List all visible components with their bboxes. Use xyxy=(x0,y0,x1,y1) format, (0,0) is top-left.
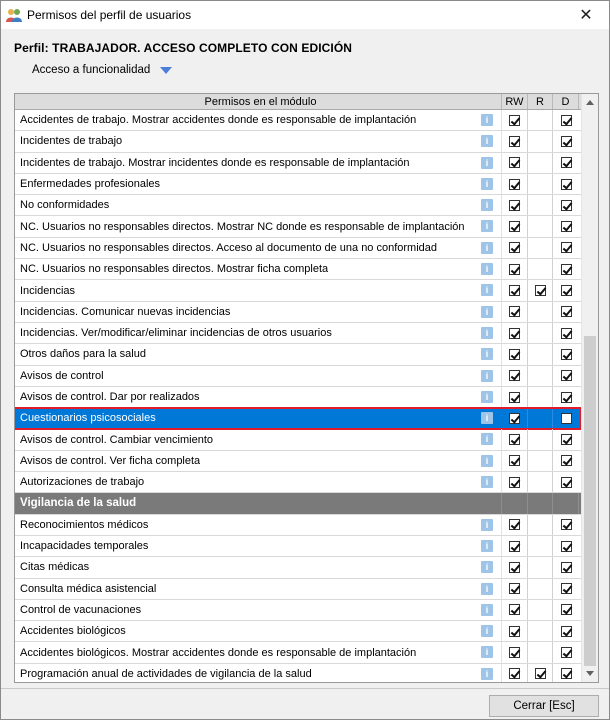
info-icon[interactable]: i xyxy=(481,263,493,275)
table-row[interactable] xyxy=(15,642,581,663)
d-checkbox[interactable] xyxy=(561,477,572,488)
rw-checkbox[interactable] xyxy=(509,242,520,253)
d-checkbox[interactable] xyxy=(561,306,572,317)
permission-name: Otros daños para la salud xyxy=(20,348,146,361)
d-checkbox[interactable] xyxy=(561,349,572,360)
info-icon[interactable]: i xyxy=(481,220,493,232)
info-icon[interactable]: i xyxy=(481,625,493,637)
dropdown-arrow-icon[interactable] xyxy=(160,67,172,74)
permission-name: Incidencias. Ver/modificar/eliminar incidencias de otros usuarios xyxy=(20,327,332,340)
info-icon[interactable]: i xyxy=(481,433,493,445)
d-checkbox[interactable] xyxy=(561,136,572,147)
rw-checkbox[interactable] xyxy=(509,583,520,594)
table-row[interactable] xyxy=(15,238,581,259)
rw-checkbox[interactable] xyxy=(509,306,520,317)
table-row[interactable] xyxy=(15,131,581,152)
rw-checkbox[interactable] xyxy=(509,392,520,403)
rw-checkbox[interactable] xyxy=(509,434,520,445)
permission-name: Consulta médica asistencial xyxy=(20,582,157,595)
d-checkbox[interactable] xyxy=(561,200,572,211)
permission-name: NC. Usuarios no responsables directos. Acceso al documento de una no conformidad xyxy=(20,241,438,254)
d-checkbox[interactable] xyxy=(561,583,572,594)
info-icon[interactable]: i xyxy=(481,284,493,296)
permission-name: No conformidades xyxy=(20,199,110,212)
d-checkbox[interactable] xyxy=(561,562,572,573)
table-row[interactable] xyxy=(15,110,581,131)
users-icon xyxy=(6,7,22,23)
d-checkbox[interactable] xyxy=(561,328,572,339)
permission-name: Incidencias xyxy=(20,284,76,297)
table-row[interactable] xyxy=(15,216,581,237)
info-icon[interactable]: i xyxy=(481,199,493,211)
table-row[interactable] xyxy=(15,344,581,365)
rw-checkbox[interactable] xyxy=(509,541,520,552)
table-row[interactable] xyxy=(15,664,581,683)
d-checkbox[interactable] xyxy=(561,434,572,445)
access-dropdown-label: Acceso a funcionalidad xyxy=(32,64,151,76)
access-dropdown[interactable] xyxy=(32,64,172,76)
section-header xyxy=(15,493,581,514)
table-row[interactable] xyxy=(15,153,581,174)
permission-name: Reconocimientos médicos xyxy=(20,518,149,531)
rw-checkbox[interactable] xyxy=(509,455,520,466)
d-checkbox[interactable] xyxy=(561,455,572,466)
table-row-selected[interactable] xyxy=(15,408,581,429)
table-row[interactable] xyxy=(15,600,581,621)
info-icon[interactable]: i xyxy=(481,348,493,360)
permission-name: Accidentes biológicos xyxy=(20,625,126,638)
permission-name: Autorizaciones de trabajo xyxy=(20,476,145,489)
permission-name: Accidentes de trabajo. Mostrar accidentes donde es responsable de implantación xyxy=(20,114,417,127)
table-row[interactable] xyxy=(15,557,581,578)
d-checkbox[interactable] xyxy=(561,221,572,232)
permission-name: Avisos de control. Ver ficha completa xyxy=(20,454,201,467)
table-row[interactable] xyxy=(15,280,581,301)
d-checkbox[interactable] xyxy=(561,604,572,615)
window-title: Permisos del perfil de usuarios xyxy=(27,8,192,22)
info-icon[interactable]: i xyxy=(481,412,493,424)
table-row[interactable] xyxy=(15,579,581,600)
permission-name: Programación anual de actividades de vigilancia de la salud xyxy=(20,667,312,680)
permission-name: Incidencias. Comunicar nuevas incidencias xyxy=(20,305,231,318)
rw-checkbox[interactable] xyxy=(509,328,520,339)
info-icon[interactable]: i xyxy=(481,583,493,595)
d-checkbox[interactable] xyxy=(561,626,572,637)
table-row[interactable] xyxy=(15,259,581,280)
info-icon[interactable]: i xyxy=(481,157,493,169)
info-icon[interactable]: i xyxy=(481,178,493,190)
d-checkbox[interactable] xyxy=(561,541,572,552)
rw-checkbox[interactable] xyxy=(509,221,520,232)
permission-name: Citas médicas xyxy=(20,561,90,574)
permission-name: Control de vacunaciones xyxy=(20,603,142,616)
rw-checkbox[interactable] xyxy=(509,413,520,424)
rw-checkbox[interactable] xyxy=(509,200,520,211)
info-icon[interactable]: i xyxy=(481,327,493,339)
info-icon[interactable]: i xyxy=(481,476,493,488)
info-icon[interactable]: i xyxy=(481,391,493,403)
info-icon[interactable]: i xyxy=(481,646,493,658)
close-button[interactable]: Cerrar [Esc] xyxy=(489,695,599,717)
table-row[interactable] xyxy=(15,195,581,216)
d-checkbox[interactable] xyxy=(561,647,572,658)
table-row[interactable] xyxy=(15,515,581,536)
table-row[interactable] xyxy=(15,536,581,557)
table-row[interactable] xyxy=(15,451,581,472)
info-icon[interactable]: i xyxy=(481,370,493,382)
rw-checkbox[interactable] xyxy=(509,604,520,615)
profile-title: Perfil: TRABAJADOR. ACCESO COMPLETO CON EDICIÓN xyxy=(14,41,353,55)
info-icon[interactable]: i xyxy=(481,455,493,467)
column-header-rw[interactable]: RW xyxy=(502,94,528,109)
permission-name: Accidentes biológicos. Mostrar accidentes donde es responsable de implantación xyxy=(20,646,417,659)
rw-checkbox[interactable] xyxy=(509,115,520,126)
table-row[interactable] xyxy=(15,174,581,195)
table-row[interactable] xyxy=(15,429,581,450)
scroll-up-icon[interactable] xyxy=(586,100,594,105)
rw-checkbox[interactable] xyxy=(509,264,520,275)
table-row[interactable] xyxy=(15,472,581,493)
info-icon[interactable]: i xyxy=(481,135,493,147)
rw-checkbox[interactable] xyxy=(509,562,520,573)
d-checkbox[interactable] xyxy=(561,264,572,275)
rw-checkbox[interactable] xyxy=(509,477,520,488)
info-icon[interactable]: i xyxy=(481,540,493,552)
rw-checkbox[interactable] xyxy=(509,519,520,530)
permission-name: NC. Usuarios no responsables directos. Mostrar NC donde es responsable de implantación xyxy=(20,220,465,233)
rw-checkbox[interactable] xyxy=(509,370,520,381)
table-row[interactable] xyxy=(15,323,581,344)
info-icon[interactable]: i xyxy=(481,306,493,318)
permission-name: NC. Usuarios no responsables directos. Mostrar ficha completa xyxy=(20,263,329,276)
d-checkbox[interactable] xyxy=(561,179,572,190)
r-checkbox[interactable] xyxy=(535,285,546,296)
permission-name: Incidentes de trabajo. Mostrar incidentes donde es responsable de implantación xyxy=(20,156,410,169)
permissions-grid xyxy=(14,93,599,683)
close-window-icon[interactable]: ✕ xyxy=(579,7,593,24)
rw-checkbox[interactable] xyxy=(509,626,520,637)
rw-checkbox[interactable] xyxy=(509,285,520,296)
d-checkbox[interactable] xyxy=(561,370,572,381)
d-checkbox[interactable] xyxy=(561,392,572,403)
table-row[interactable] xyxy=(15,302,581,323)
column-header-d[interactable]: D xyxy=(553,94,579,109)
info-icon[interactable]: i xyxy=(481,242,493,254)
info-icon[interactable]: i xyxy=(481,561,493,573)
d-checkbox[interactable] xyxy=(561,519,572,530)
window-client-area xyxy=(1,29,609,719)
info-icon[interactable]: i xyxy=(481,519,493,531)
scroll-down-icon[interactable] xyxy=(586,671,594,676)
permission-name: Enfermedades profesionales xyxy=(20,178,161,191)
d-checkbox[interactable] xyxy=(561,157,572,168)
table-row[interactable] xyxy=(15,621,581,642)
d-checkbox[interactable] xyxy=(561,413,572,424)
permissions-table xyxy=(15,94,581,683)
info-icon[interactable]: i xyxy=(481,668,493,680)
info-icon[interactable]: i xyxy=(481,114,493,126)
column-header-r[interactable]: R xyxy=(528,94,553,109)
r-checkbox[interactable] xyxy=(535,668,546,679)
rw-checkbox[interactable] xyxy=(509,349,520,360)
d-checkbox[interactable] xyxy=(561,285,572,296)
permission-name: Avisos de control xyxy=(20,369,104,382)
table-row[interactable] xyxy=(15,387,581,408)
permission-name: Avisos de control. Dar por realizados xyxy=(20,391,200,403)
permission-name: Incapacidades temporales xyxy=(20,540,149,553)
permission-name: Cuestionarios psicosociales xyxy=(20,412,156,425)
info-icon[interactable]: i xyxy=(481,604,493,616)
column-header-name[interactable]: Permisos en el módulo xyxy=(15,94,502,109)
d-checkbox[interactable] xyxy=(561,115,572,126)
permission-name: Avisos de control. Cambiar vencimiento xyxy=(20,433,213,446)
section-label: Vigilancia de la salud xyxy=(20,497,137,510)
rw-checkbox[interactable] xyxy=(509,668,520,679)
scrollbar-thumb[interactable] xyxy=(584,336,596,666)
vertical-scrollbar[interactable] xyxy=(581,94,598,682)
permission-name: Incidentes de trabajo xyxy=(20,135,123,148)
d-checkbox[interactable] xyxy=(561,242,572,253)
title-bar xyxy=(1,1,609,29)
table-header xyxy=(15,94,581,110)
rw-checkbox[interactable] xyxy=(509,136,520,147)
footer-divider xyxy=(1,688,609,689)
rw-checkbox[interactable] xyxy=(509,179,520,190)
rw-checkbox[interactable] xyxy=(509,647,520,658)
d-checkbox[interactable] xyxy=(561,668,572,679)
rw-checkbox[interactable] xyxy=(509,157,520,168)
table-row[interactable] xyxy=(15,366,581,387)
